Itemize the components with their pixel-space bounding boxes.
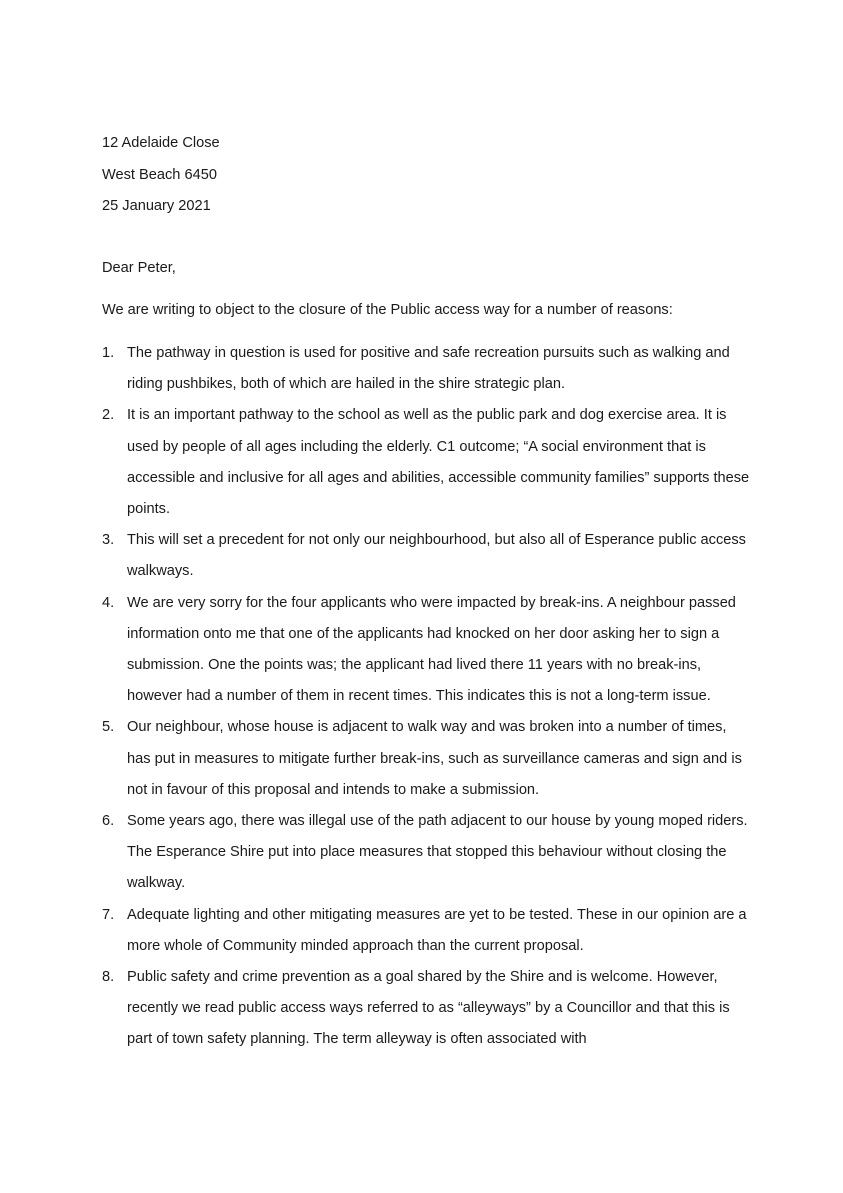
list-item [102, 338, 752, 400]
list-item-text: Public safety and crime prevention as a goal shared by the Shire and is welcome. However, recently we read public access ways referred to as “alleyways” by a Councillor and that this is part of town safety planning. The term alleyway is often associated with [127, 969, 730, 1048]
list-item [102, 900, 752, 962]
list-item-number: 8. [102, 969, 115, 986]
list-item [102, 962, 752, 1056]
list-item-number: 1. [102, 345, 115, 361]
list-item-number: 3. [102, 532, 115, 549]
salutation: Dear Peter, [102, 260, 176, 276]
list-item [102, 712, 752, 806]
list-item [102, 525, 752, 587]
intro-paragraph: We are writing to object to the closure of the Public access way for a number of reasons: [102, 302, 673, 318]
list-item-text: Our neighbour, whose house is adjacent to walk way and was broken into a number of times, has put in measures to mitigate further break-ins, such as surveillance cameras and sign and is not in favour of this proposal and intends to make a submission. [127, 719, 742, 798]
list-item-number: 4. [102, 594, 115, 611]
list-item-text: Some years ago, there was illegal use of the path adjacent to our house by young moped riders. The Esperance Shire put into place measures that stopped this behaviour without closing the walkway. [127, 813, 748, 892]
list-item-number: 7. [102, 906, 115, 923]
list-item-number: 6. [102, 813, 115, 830]
sender-address-block [102, 128, 752, 223]
address-suburb: West Beach 6450 [102, 166, 217, 183]
list-item-text: This will set a precedent for not only our neighbourhood, but also all of Esperance public access walkways. [127, 532, 746, 580]
list-item [102, 588, 752, 713]
list-item-text: The pathway in question is used for positive and safe recreation pursuits such as walking and riding pushbikes, both of which are hailed in the shire strategic plan. [127, 345, 730, 393]
list-item-text: Adequate lighting and other mitigating measures are yet to be tested. These in our opinion are a more whole of Community minded approach than the current proposal. [127, 906, 747, 954]
letter-date: 25 January 2021 [102, 198, 211, 214]
list-item-text: It is an important pathway to the school as well as the public park and dog exercise area. It is used by people of all ages including the elderly. C1 outcome; “A social environment that is accessible and inclusive for all ages and abilities, accessible community families” supports these points. [127, 407, 750, 518]
address-street: 12 Adelaide Close [102, 135, 220, 151]
list-item-number: 5. [102, 719, 115, 736]
list-item-number: 2. [102, 407, 115, 424]
list-item [102, 400, 752, 525]
objection-list [102, 338, 752, 1056]
list-item-text: We are very sorry for the four applicants who were impacted by break-ins. A neighbour passed information onto me that one of the applicants had knocked on her door asking her to sign a submission. One the points was; the applicant had lived there 11 years with no break-ins, however had a number of them in recent times. This indicates this is not a long-term issue. [127, 594, 736, 705]
list-item [102, 806, 752, 900]
